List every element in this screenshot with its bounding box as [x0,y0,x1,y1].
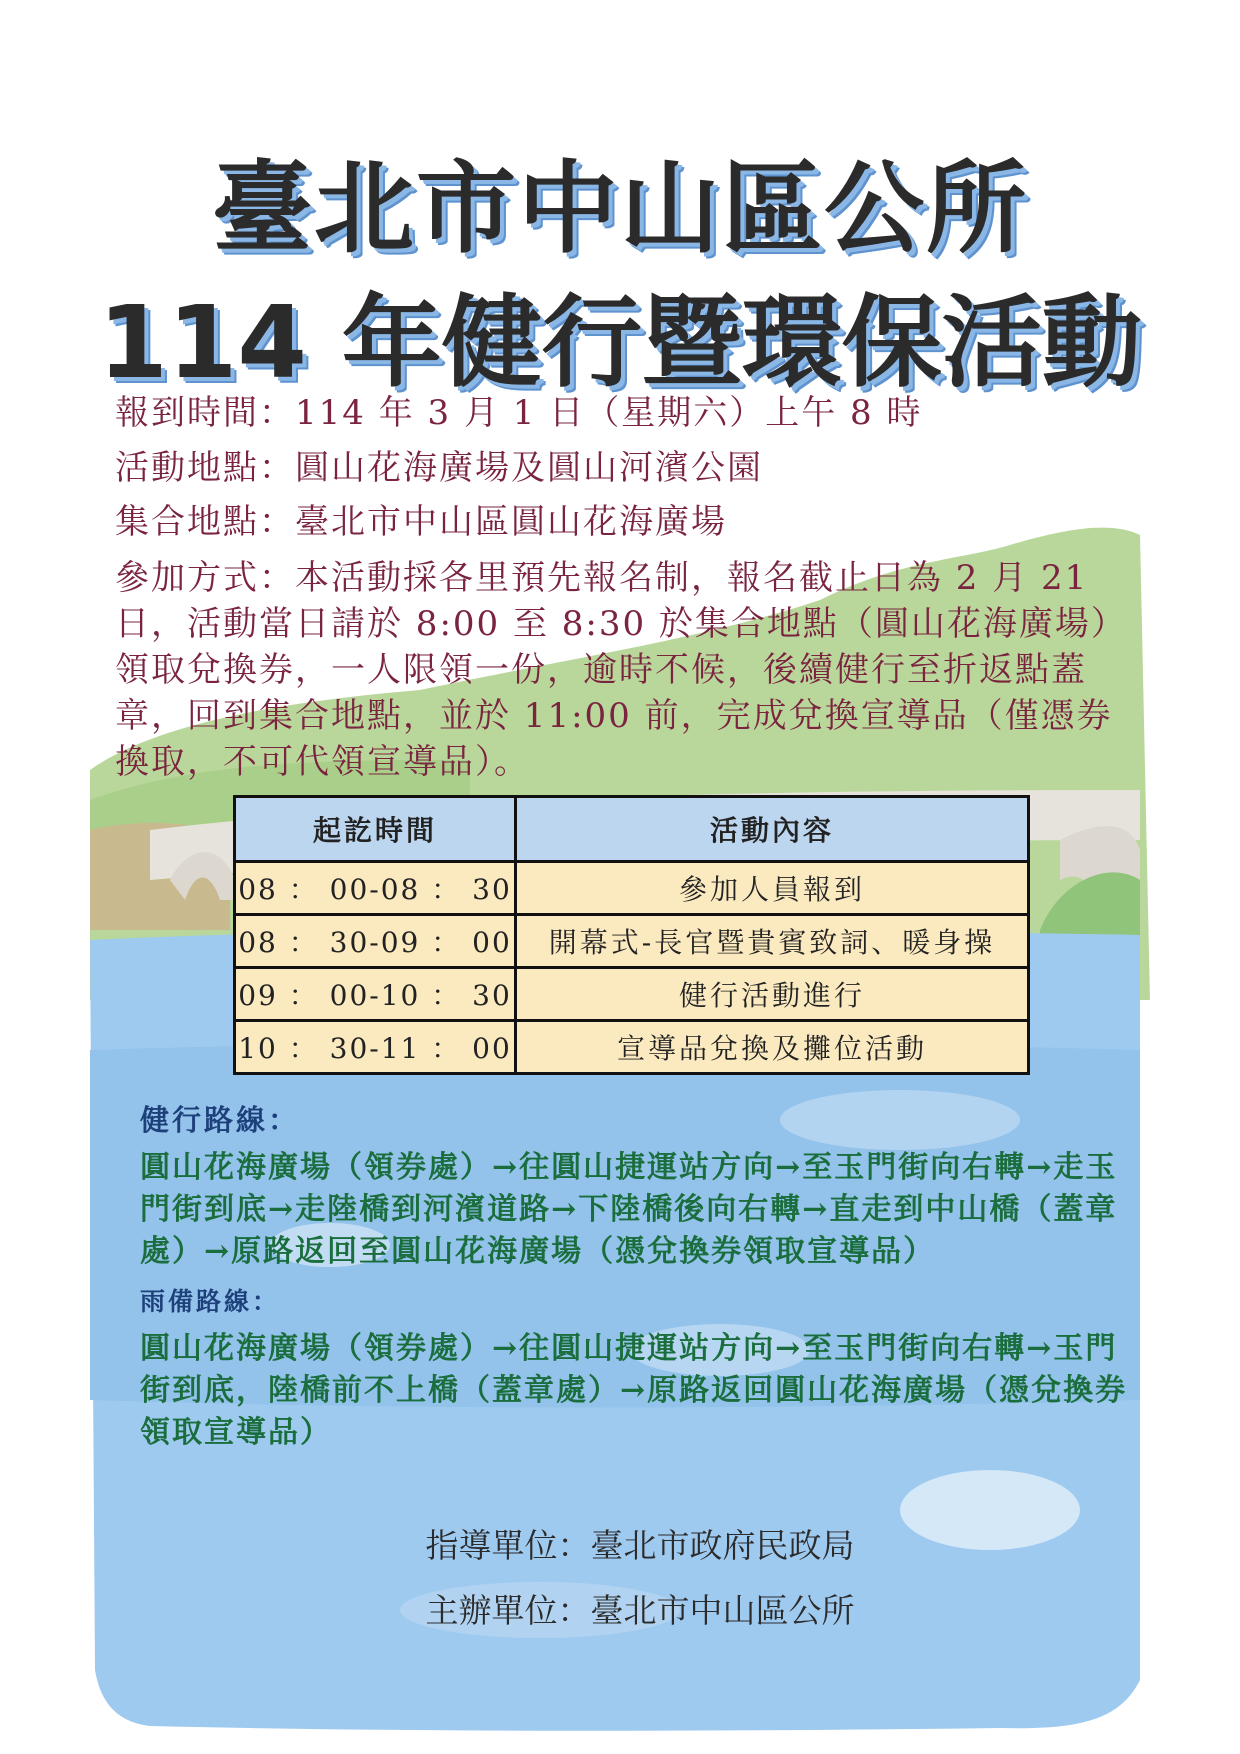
walking-route-label: 健行路線： [140,1103,301,1137]
rain-route-label: 雨備路線： [140,1287,281,1316]
page-title-line1: 臺北市中山區公所 [212,150,1028,267]
activity-cell: 參加人員報到 [516,862,1029,915]
table-row [235,1021,1029,1074]
checkin-time: 報到時間：114 年 3 月 1 日（星期六）上午 8 時 [115,393,923,433]
walking-route-text: 圓山花海廣場（領券處）→往圓山捷運站方向→至玉門街向右轉→走玉門街到底→走陸橋到河濱道路→下陸橋後向右轉→直走到中山橋（蓋章處）→原路返回至圓山花海廣場（憑兌換券領取宣導品） [140,1150,1118,1269]
activity-cell: 宣導品兌換及攤位活動 [516,1021,1029,1074]
supervising-unit: 指導單位：臺北市政府民政局 [425,1526,855,1565]
meeting-point: 集合地點：臺北市中山區圓山花海廣場 [115,502,727,542]
time-cell: 10 ： 30-11 ： 00 [235,1021,516,1074]
column-header-time: 起訖時間 [235,797,516,862]
water-highlight [780,1090,1020,1150]
participation-method: 參加方式：本活動採各里預先報名制，報名截止日為 2 月 21 日，活動當日請於 8:00 至 8:30 於集合地點（圓山花海廣場）領取兌換券，一人限領一份，逾時不候，後續健行至折返點蓋章，回到集合地點，並於 11:00 前，完成兌換宣導品（僅憑券換取，不可代領宣導品）。 [115,558,1127,782]
table-header-row [235,797,1029,862]
rain-route-text: 圓山花海廣場（領券處）→往圓山捷運站方向→至玉門街向右轉→玉門街到底，陸橋前不上橋（蓋章處）→原路返回圓山花海廣場（憑兌換券領取宣導品） [140,1331,1128,1450]
schedule-table [233,795,1030,1075]
table-row [235,968,1029,1021]
time-cell: 08 ： 00-08 ： 30 [235,862,516,915]
event-venue: 活動地點：圓山花海廣場及圓山河濱公園 [115,448,763,488]
table-row [235,862,1029,915]
time-cell: 09 ： 00-10 ： 30 [235,968,516,1021]
column-header-activity: 活動內容 [516,797,1029,862]
organizing-unit: 主辦單位：臺北市中山區公所 [425,1591,855,1630]
table-row [235,915,1029,968]
activity-cell: 健行活動進行 [516,968,1029,1021]
page-title-line2: 114 年健行暨環保活動 [98,284,1142,401]
activity-cell: 開幕式-長官暨貴賓致詞、暖身操 [516,915,1029,968]
time-cell: 08 ： 30-09 ： 00 [235,915,516,968]
